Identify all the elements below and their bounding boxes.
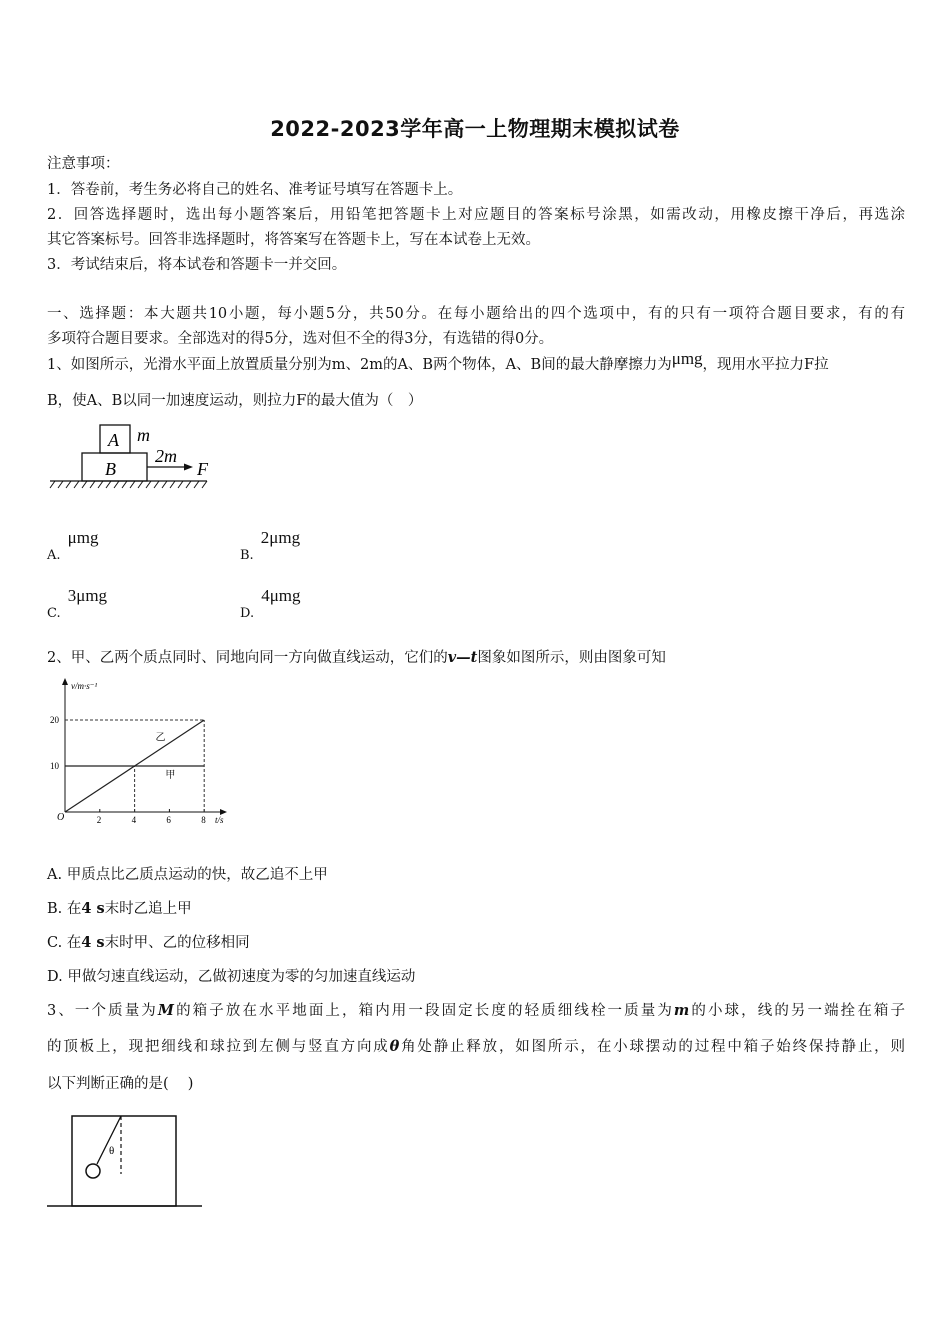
q1-option-b[interactable]	[240, 528, 301, 563]
q3-text: 的顶板上，现把细线和球拉到左侧与竖直方向成	[47, 1039, 390, 1055]
notice-heading: 注意事项：	[47, 156, 120, 172]
q2-stem	[47, 646, 666, 667]
q3-stem-line-1	[47, 999, 905, 1020]
q1-option-c[interactable]	[47, 586, 108, 621]
q3-mass-ball: m	[673, 1002, 690, 1019]
x-tick-label: 2	[96, 815, 102, 825]
box	[72, 1116, 176, 1206]
y-tick-label: 20	[50, 715, 59, 725]
option-text: D. 甲做匀速直线运动，乙做初速度为零的匀加速直线运动	[47, 969, 416, 985]
q2-stem-vt: v—t	[447, 649, 478, 666]
q3-stem-line-2	[47, 1035, 905, 1056]
q2-option-d[interactable]	[47, 965, 415, 986]
q1-stem-cont: B，使A、B以同一加速度运动，则拉力F的最大值为（ ）	[47, 393, 423, 409]
y-axis-arrow	[62, 678, 68, 685]
q2-stem-text-2: 图象如图所示，则由图象可知	[477, 650, 666, 666]
option-value: 3μmg	[67, 586, 108, 605]
option-value: 2μmg	[260, 528, 301, 547]
vt-chart	[45, 674, 245, 826]
option-time: 4 s	[81, 900, 105, 917]
option-text-2: 末时甲、乙的位移相同	[104, 935, 250, 951]
q2-option-a[interactable]	[47, 863, 328, 884]
label-a: A	[108, 430, 119, 450]
ball	[86, 1164, 100, 1178]
q1-stem-text-2: ，现用水平拉力F拉	[702, 357, 829, 373]
q3-stem-line-3: 以下判断正确的是( )	[47, 1076, 194, 1092]
x-tick-label: 4	[131, 815, 137, 825]
angle-label: θ	[109, 1145, 115, 1157]
page-title: 2022-2023学年高一上物理期末模拟试卷	[270, 117, 680, 141]
option-label: A.	[47, 548, 61, 563]
section-heading: 一、选择题：本大题共10小题，每小题5分，共50分。在每小题给出的四个选项中，有的只有一项符合题目要求，有的有	[47, 306, 905, 322]
option-time: 4 s	[81, 934, 105, 951]
force-arrow-head	[184, 464, 193, 471]
y-tick-label: 10	[50, 761, 59, 771]
label-2m: 2m	[155, 446, 177, 466]
q1-stem-text: 1、如图所示，光滑水平面上放置质量分别为m、2m的A、B两个物体，A、B间的最大静摩擦力为	[47, 357, 672, 373]
option-value: 4μmg	[261, 586, 301, 605]
label-f: F	[197, 459, 208, 479]
option-text: B. 在	[47, 901, 82, 917]
option-text-2: 末时乙追上甲	[104, 901, 192, 917]
q3-box-figure	[45, 1112, 205, 1212]
q3-text-3: 的小球，线的另一端拴在箱子	[689, 1003, 906, 1019]
option-text: C. 在	[47, 935, 82, 951]
q1-stem	[47, 349, 829, 374]
section-heading-cont: 多项符合题目要求。全部选对的得5分，选对但不全的得3分，有选错的得0分。	[47, 331, 554, 347]
series-label-jia: 甲	[165, 770, 176, 781]
x-tick-label: 8	[201, 815, 206, 825]
ground-hatching	[50, 481, 207, 488]
q2-option-b[interactable]	[47, 897, 192, 918]
q1-stem-mu: μmg	[671, 349, 703, 368]
q1-option-d[interactable]	[240, 586, 301, 621]
q2-option-c[interactable]	[47, 931, 250, 952]
q3-mass-box: M	[157, 1002, 174, 1019]
origin-label: O	[57, 812, 65, 823]
label-b: B	[105, 459, 116, 479]
x-axis-title: t/s	[215, 815, 224, 825]
q3-text-2: 角处静止释放，如图所示，在小球摆动的过程中箱子始终保持静止，则	[399, 1039, 905, 1055]
q1-option-a[interactable]	[47, 528, 99, 563]
y-axis-title: v/m·s⁻¹	[71, 681, 98, 691]
option-label: B.	[240, 548, 254, 563]
label-m: m	[137, 425, 150, 445]
notice-item-1: 1．答卷前，考生务必将自己的姓名、准考证号填写在答题卡上。	[47, 182, 463, 198]
notice-item-2: 2．回答选择题时，选出每小题答案后，用铅笔把答题卡上对应题目的答案标号涂黑，如需改动，用橡皮擦干净后，再选涂	[47, 207, 905, 223]
q3-text-2: 的箱子放在水平地面上，箱内用一段固定长度的轻质细线栓一质量为	[173, 1003, 674, 1019]
option-text: A. 甲质点比乙质点运动的快，故乙追不上甲	[47, 867, 328, 883]
x-tick-label: 6	[166, 815, 171, 825]
option-label: D.	[240, 606, 255, 621]
q3-text: 3、一个质量为	[47, 1003, 158, 1019]
q2-stem-text: 2、甲、乙两个质点同时、同地向同一方向做直线运动，它们的	[47, 650, 448, 666]
notice-item-3: 3．考试结束后，将本试卷和答题卡一并交回。	[47, 257, 347, 273]
series-label-yi: 乙	[155, 732, 166, 744]
notice-item-2-cont: 其它答案标号。回答非选择题时，将答案写在答题卡上，写在本试卷上无效。	[47, 232, 540, 248]
option-value: μmg	[67, 528, 99, 547]
q3-theta: θ	[389, 1038, 400, 1055]
option-label: C.	[47, 606, 61, 621]
q1-blocks-figure	[45, 420, 220, 495]
